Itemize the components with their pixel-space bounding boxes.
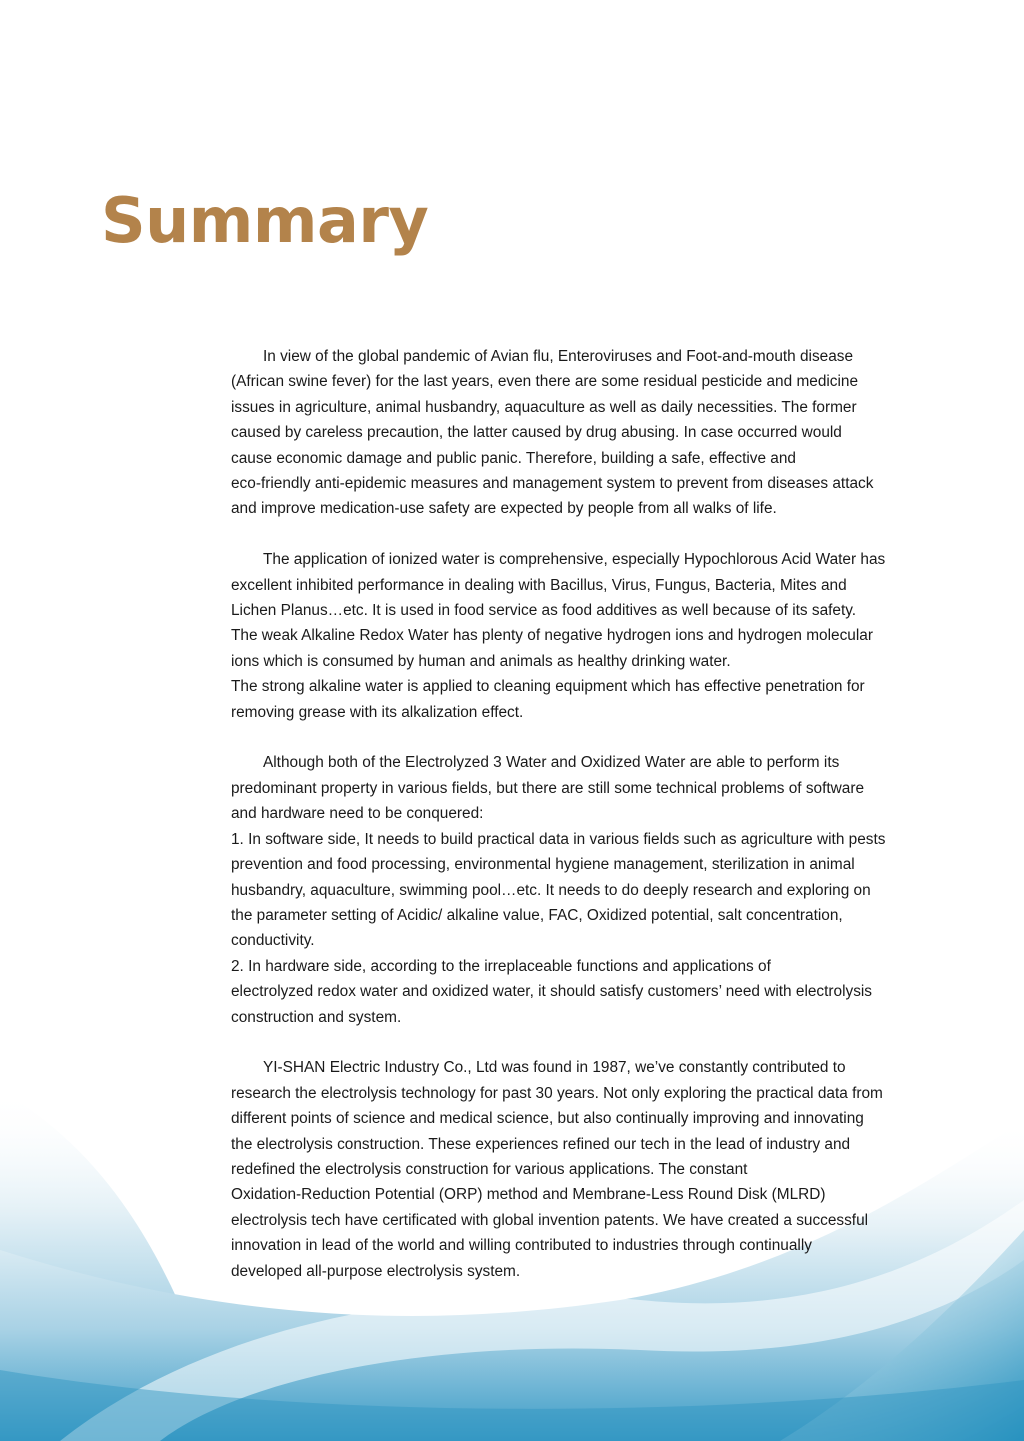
- text-line: innovation in lead of the world and willing contributed to industries through continually: [231, 1237, 812, 1255]
- text-line: electrolysis tech have certificated with global invention patents. We have created a successful: [231, 1211, 869, 1229]
- text-line: construction and system.: [231, 1008, 402, 1026]
- text-line: 2. In hardware side, according to the irreplaceable functions and applications of: [231, 957, 771, 975]
- text-line: electrolyzed redox water and oxidized water, it should satisfy customers’ need with electrolysis: [231, 983, 873, 1001]
- text-line: Oxidation-Reduction Potential (ORP) method and Membrane-Less Round Disk (MLRD): [231, 1186, 826, 1204]
- text-line: the parameter setting of Acidic/ alkaline value, FAC, Oxidized potential, salt concentration,: [231, 906, 843, 924]
- text-line: caused by careless precaution, the latter caused by drug abusing. In case occurred would: [231, 424, 842, 442]
- text-line: cause economic damage and public panic. Therefore, building a safe, effective and: [231, 449, 796, 467]
- text-line: conductivity.: [231, 932, 315, 950]
- text-line: The weak Alkaline Redox Water has plenty of negative hydrogen ions and hydrogen molecular: [231, 627, 873, 645]
- paragraph-3: [231, 750, 991, 1029]
- text-line: Although both of the Electrolyzed 3 Water and Oxidized Water are able to perform its: [263, 754, 840, 772]
- text-line: developed all-purpose electrolysis system.: [231, 1262, 521, 1280]
- paragraph-1: [231, 344, 991, 522]
- text-line: prevention and food processing, environmental hygiene management, sterilization in animal: [231, 856, 855, 874]
- text-line: and improve medication-use safety are expected by people from all walks of life.: [231, 500, 777, 518]
- text-line: YI-SHAN Electric Industry Co., Ltd was found in 1987, we’ve constantly contributed to: [263, 1059, 846, 1077]
- text-line: and hardware need to be conquered:: [231, 805, 484, 823]
- text-line: excellent inhibited performance in dealing with Bacillus, Virus, Fungus, Bacteria, Mites and: [231, 576, 847, 594]
- text-line: Lichen Planus…etc. It is used in food service as food additives as well because of its safety.: [231, 602, 857, 620]
- text-line: different points of science and medical science, but also continually improving and innovating: [231, 1110, 864, 1128]
- text-line: removing grease with its alkalization effect.: [231, 703, 524, 721]
- text-line: husbandry, aquaculture, swimming pool…etc. It needs to do deeply research and exploring on: [231, 881, 871, 899]
- text-line: The strong alkaline water is applied to cleaning equipment which has effective penetration for: [231, 678, 865, 696]
- text-line: 1. In software side, It needs to build practical data in various fields such as agriculture with pests: [231, 830, 886, 848]
- text-line: (African swine fever) for the last years, even there are some residual pesticide and medicine: [231, 373, 859, 391]
- text-line: the electrolysis construction. These experiences refined our tech in the lead of industry and: [231, 1135, 851, 1153]
- text-line: The application of ionized water is comprehensive, especially Hypochlorous Acid Water has: [263, 551, 886, 569]
- text-line: redefined the electrolysis construction for various applications. The constant: [231, 1160, 748, 1178]
- text-line: predominant property in various fields, but there are still some technical problems of software: [231, 779, 865, 797]
- text-line: issues in agriculture, animal husbandry, aquaculture as well as daily necessities. The former: [231, 398, 857, 416]
- paragraph-2: [231, 547, 991, 725]
- text-line: In view of the global pandemic of Avian flu, Enteroviruses and Foot-and-mouth disease: [263, 348, 854, 365]
- text-line: research the electrolysis technology for past 30 years. Not only exploring the practical data from: [231, 1084, 883, 1102]
- text-line: eco-friendly anti-epidemic measures and management system to prevent from diseases attack: [231, 475, 874, 493]
- page-title: Summary: [101, 184, 429, 257]
- paragraph-4: [231, 1055, 991, 1284]
- text-line: ions which is consumed by human and animals as healthy drinking water.: [231, 652, 731, 670]
- summary-body: [231, 344, 991, 1309]
